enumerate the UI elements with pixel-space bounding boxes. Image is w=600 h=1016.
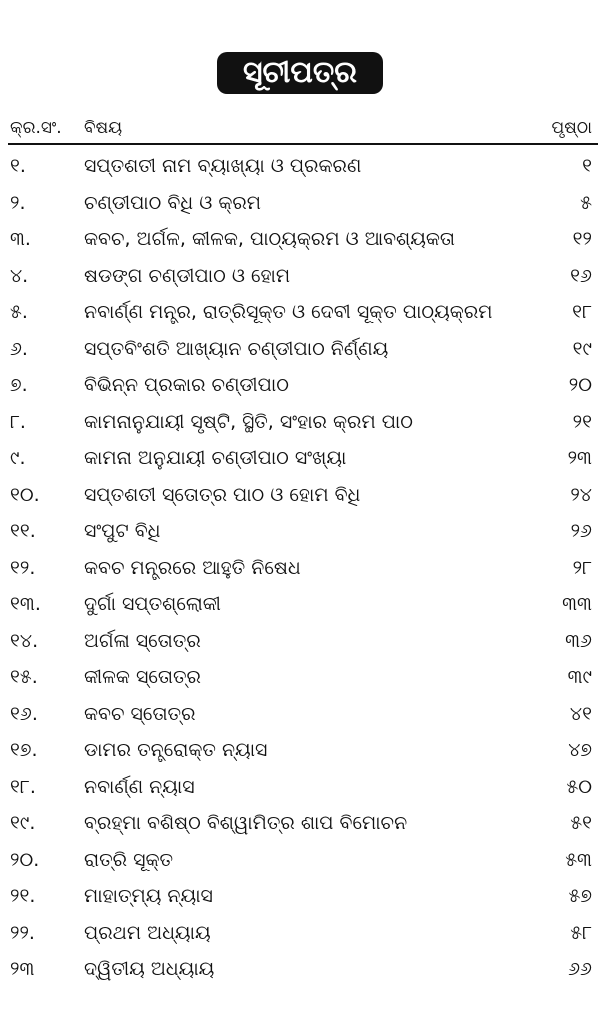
row-page: ୫ (580, 191, 592, 214)
contents-row (10, 440, 592, 477)
row-number: ୧୫. (10, 666, 38, 688)
row-page: ୧୬ (570, 264, 592, 287)
contents-row (10, 623, 592, 660)
row-topic: ସପ୍ତଶତୀ ନାମ ବ୍ୟାଖ୍ୟା ଓ ପ୍ରକରଣ (84, 155, 362, 177)
row-number: ୭. (10, 374, 28, 396)
row-page: ୧୨ (572, 228, 592, 250)
row-page: ୫୦ (566, 775, 592, 798)
header-page: ପୃଷ୍ଠା (551, 118, 592, 138)
row-page: ୨୧ (572, 410, 592, 433)
contents-row (10, 769, 592, 806)
contents-row (10, 550, 592, 587)
row-number: ୨୦. (10, 848, 40, 871)
row-topic: କାମନା ଅନୁଯାୟୀ ଚଣ୍ଡୀପାଠ ସଂଖ୍ୟା (84, 447, 347, 469)
row-number: ୧୦. (10, 483, 40, 506)
contents-row (10, 477, 592, 514)
row-topic: ସଂପୁଟ ବିଧି (84, 520, 161, 542)
row-page: ୩୯ (567, 666, 592, 688)
contents-row (10, 951, 592, 988)
row-topic: ନବାର୍ଣ୍ଣ ନ୍ୟାସ (84, 775, 195, 798)
row-number: ୧୪. (10, 629, 39, 652)
row-number: ୨୩ (10, 958, 35, 980)
row-topic: ରାତ୍ରି ସୂକ୍ତ (84, 848, 174, 871)
row-page: ୩୬ (565, 629, 592, 652)
row-number: ୬. (10, 337, 28, 360)
row-page: ୩୩ (562, 593, 592, 615)
row-number: ୧୯. (10, 812, 36, 834)
row-page: ୫୮ (570, 921, 592, 944)
row-topic: ସପ୍ତଶତୀ ସ୍ତୋତ୍ର ପାଠ ଓ ହୋମ ବିଧି (84, 483, 361, 506)
row-topic: କାମନାନୁଯାୟୀ ସୃଷ୍ଟି, ସ୍ଥିତି, ସଂହାର କ୍ରମ ପାଠ (84, 410, 413, 433)
row-number: ୫. (10, 301, 28, 323)
contents-row (10, 294, 592, 331)
contents-row (10, 696, 592, 733)
row-topic: ନବାର୍ଣ୍ଣ ମନ୍ତ୍ର, ରାତ୍ରିସୂକ୍ତ ଓ ଦେବୀ ସୂକ୍ତ ପାଠ୍ୟକ୍ରମ (84, 301, 493, 323)
contents-row (10, 331, 592, 368)
page-title: ସୂଚୀପତ୍ର (217, 52, 383, 94)
row-page: ୫୧ (570, 812, 592, 834)
contents-row (10, 513, 592, 550)
row-topic: କବଚ ମନ୍ତ୍ରରେ ଆହୁତି ନିଷେଧ (84, 556, 301, 579)
row-number: ୧. (10, 155, 26, 177)
contents-row (10, 221, 592, 258)
table-header (10, 114, 592, 142)
row-number: ୨. (10, 191, 26, 214)
contents-row (10, 586, 592, 623)
row-number: ୧୮. (10, 775, 36, 798)
row-topic: ସପ୍ତବିଂଶତି ଆଖ୍ୟାନ ଚଣ୍ଡୀପାଠ ନିର୍ଣ୍ଣୟ (84, 337, 389, 360)
row-page: ୨୩ (567, 447, 592, 469)
row-page: ୪୭ (568, 739, 592, 761)
row-page: ୨୮ (572, 556, 592, 579)
row-page: ୧୮ (572, 301, 592, 323)
row-number: ୩. (10, 228, 31, 250)
row-topic: ଡାମର ତନ୍ତ୍ରୋକ୍ତ ନ୍ୟାସ (84, 739, 268, 761)
row-topic: ମାହାତ୍ମ୍ୟ ନ୍ୟାସ (84, 885, 213, 907)
contents-row (10, 659, 592, 696)
row-page: ୫୩ (565, 848, 592, 871)
row-topic: ପ୍ରଥମ ଅଧ୍ୟାୟ (84, 921, 211, 944)
row-number: ୪. (10, 264, 29, 287)
header-divider (8, 143, 598, 145)
row-page: ୬୬ (568, 958, 592, 980)
contents-row (10, 148, 592, 185)
row-number: ୨୧. (10, 885, 36, 907)
row-number: ୧୧. (10, 520, 36, 542)
row-topic: ଅର୍ଗଳା ସ୍ତୋତ୍ର (84, 629, 201, 652)
row-page: ୧୯ (572, 337, 592, 360)
contents-list (10, 148, 592, 988)
row-number: ୧୨. (10, 556, 36, 579)
row-topic: ବ୍ରହ୍ମା ବଶିଷ୍ଠ ବିଶ୍ୱାମିତ୍ର ଶାପ ବିମୋଚନ (84, 812, 408, 834)
contents-row (10, 367, 592, 404)
contents-row (10, 258, 592, 295)
row-number: ୧୬. (10, 702, 38, 725)
header-topic: ବିଷୟ (84, 118, 123, 138)
row-number: ୧୭. (10, 739, 38, 761)
row-topic: ବିଭିନ୍ନ ପ୍ରକାର ଚଣ୍ଡୀପାଠ (84, 374, 289, 396)
contents-row (10, 404, 592, 441)
row-number: ୮. (10, 410, 26, 433)
row-page: ୪୧ (569, 702, 592, 725)
contents-row (10, 732, 592, 769)
row-page: ୧ (582, 155, 592, 177)
row-topic: ଦ୍ୱିତୀୟ ଅଧ୍ୟାୟ (84, 958, 215, 980)
row-topic: ଷଡଙ୍ଗ ଚଣ୍ଡୀପାଠ ଓ ହୋମ (84, 264, 291, 287)
contents-row (10, 185, 592, 222)
row-page: ୫୭ (568, 885, 592, 907)
row-page: ୨୦ (568, 374, 592, 396)
row-page: ୨୪ (570, 483, 592, 506)
header-serial: କ୍ର.ସଂ. (10, 118, 62, 138)
row-page: ୨୬ (570, 520, 592, 542)
contents-row (10, 842, 592, 879)
contents-row (10, 805, 592, 842)
row-topic: ଚଣ୍ଡୀପାଠ ବିଧି ଓ କ୍ରମ (84, 191, 261, 214)
row-topic: ଦୁର୍ଗା ସପ୍ତଶ୍ଲୋକୀ (84, 593, 221, 615)
row-topic: କବଚ ସ୍ତୋତ୍ର (84, 702, 196, 725)
contents-row (10, 915, 592, 952)
row-number: ୧୩. (10, 593, 41, 615)
title-area (0, 52, 600, 94)
row-topic: କବଚ, ଅର୍ଗଳ, କୀଳକ, ପାଠ୍ୟକ୍ରମ ଓ ଆବଶ୍ୟକତା (84, 228, 456, 250)
row-topic: କୀଳକ ସ୍ତୋତ୍ର (84, 666, 201, 688)
contents-row (10, 878, 592, 915)
row-number: ୯. (10, 447, 26, 469)
row-number: ୨୨. (10, 921, 35, 944)
